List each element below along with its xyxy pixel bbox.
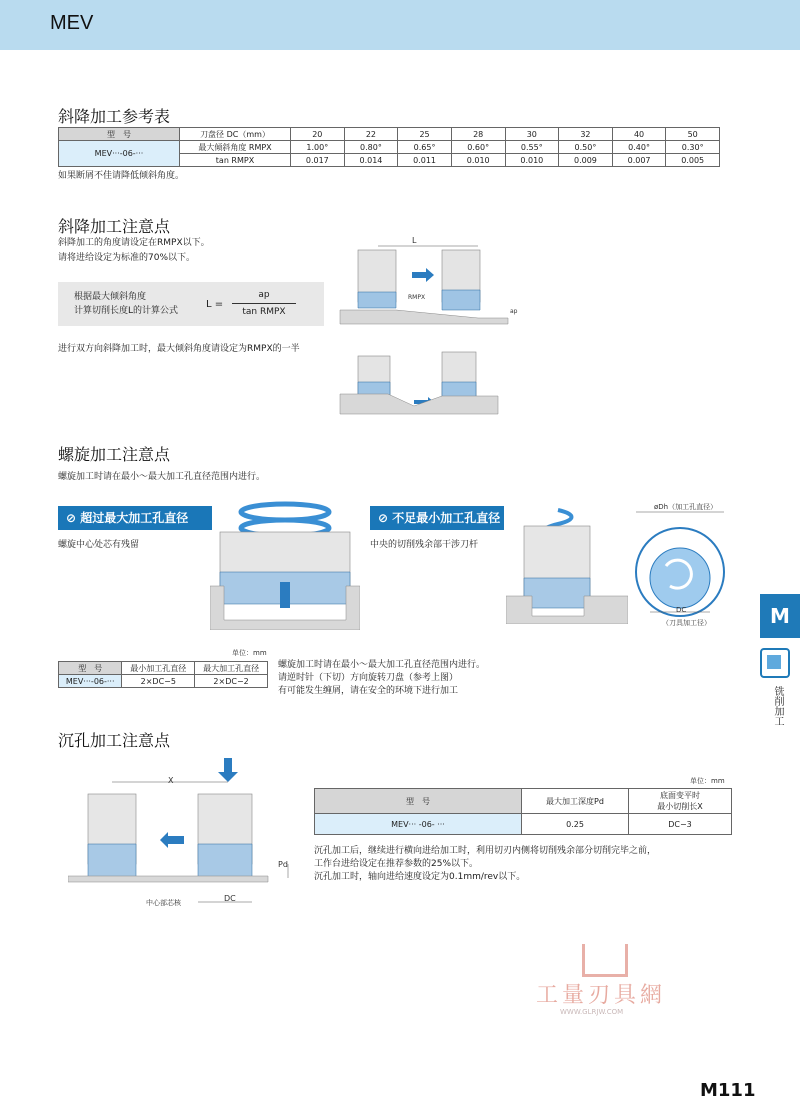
- value-cell: 0.30°: [666, 141, 720, 154]
- col-model: 型 号: [59, 662, 122, 675]
- col-len: [629, 789, 732, 814]
- value-cell: 2×DC−5: [122, 675, 195, 688]
- col-len-line1: 底面变平时: [660, 791, 700, 800]
- helical-note: 有可能发生缠屑，请在安全的环境下进行加工: [278, 686, 459, 696]
- direction-label: 加工方向: [665, 537, 693, 545]
- model-cell: MEV··· -06- ···: [315, 814, 522, 835]
- counterbore-table: [314, 788, 732, 835]
- warn-under-min-desc: 中央的切削残余部干涉刀杆: [370, 540, 479, 550]
- dc-sublabel: （刀具加工径）: [662, 619, 711, 627]
- watermark-text: 工量刃具網: [536, 983, 667, 1008]
- dia-cell: 25: [398, 128, 452, 141]
- watermark-logo-icon: [582, 944, 628, 977]
- label-rmpx: RMPX: [408, 294, 426, 301]
- formula-denominator: tan RMPX: [242, 307, 286, 317]
- formula-label: 根据最大倾斜角度: [74, 292, 147, 302]
- helical-note: 螺旋加工时请在最小～最大加工孔直径范围内进行。: [278, 660, 486, 670]
- ramp-note-line: 斜降加工的角度请设定在RMPX以下。: [58, 238, 210, 248]
- value-cell: 0.005: [666, 154, 720, 167]
- warn-under-min: [370, 506, 504, 530]
- value-cell: 0.60°: [451, 141, 505, 154]
- prohibit-icon: ⊘: [66, 511, 81, 525]
- formula-numerator: ap: [232, 288, 296, 304]
- ramp-note-bidirectional: 进行双方向斜降加工时，最大倾斜角度请设定为RMPX的一半: [58, 344, 300, 354]
- ramp-table: [58, 127, 720, 167]
- label-l: L: [412, 236, 417, 245]
- section-tab-m[interactable]: M: [760, 594, 800, 638]
- value-cell: 0.011: [398, 154, 452, 167]
- page-number: M111: [700, 1080, 756, 1101]
- formula-eq: L =: [206, 299, 224, 310]
- label-x: X: [168, 776, 174, 785]
- value-cell: 0.010: [451, 154, 505, 167]
- col-depth: 最大加工深度Pd: [522, 789, 629, 814]
- value-cell: 0.017: [291, 154, 345, 167]
- value-cell: 1.00°: [291, 141, 345, 154]
- helical-intro: 螺旋加工时请在最小～最大加工孔直径范围内进行。: [58, 472, 266, 482]
- value-cell: 0.25: [522, 814, 629, 835]
- milling-insert-icon: [760, 648, 790, 678]
- value-cell: 0.80°: [344, 141, 398, 154]
- counterbore-note: 工作台进给设定在推荐参数的25%以下。: [314, 859, 479, 869]
- page-title: MEV: [50, 12, 94, 34]
- value-cell: 0.014: [344, 154, 398, 167]
- ramp-notes-title: 斜降加工注意点: [58, 219, 171, 236]
- warn-over-max-desc: 螺旋中心处芯有残留: [58, 540, 140, 550]
- model-cell: MEV···-06-···: [59, 675, 122, 688]
- warn-over-max: [58, 506, 212, 530]
- dh-label: øDh（加工孔直径）: [654, 503, 718, 511]
- value-cell: 0.50°: [559, 141, 613, 154]
- ramp-diagram: [338, 232, 528, 422]
- value-cell: 0.55°: [505, 141, 559, 154]
- counterbore-title: 沉孔加工注意点: [58, 733, 171, 750]
- helical-under-diagram: [506, 504, 628, 624]
- watermark-url: WWW.GLRJW.COM: [560, 1008, 624, 1016]
- helical-note: 请逆时针（下切）方向旋转刀盘（参考上图）: [278, 673, 459, 683]
- formula-label: 计算切削长度L的计算公式: [74, 306, 179, 316]
- dia-cell: 40: [612, 128, 666, 141]
- col-max: 最大加工孔直径: [195, 662, 268, 675]
- value-cell: 0.010: [505, 154, 559, 167]
- label-dc: DC: [224, 894, 236, 903]
- value-cell: DC−3: [629, 814, 732, 835]
- value-cell: 0.009: [559, 154, 613, 167]
- dia-cell: 20: [291, 128, 345, 141]
- counterbore-note: 沉孔加工后，继续进行横向进给加工时，利用切刃内侧将切削残余部分切削完毕之前，: [314, 846, 657, 856]
- unit-label: 单位：mm: [232, 649, 267, 657]
- model-cell: MEV···-06-···: [59, 141, 180, 167]
- col-dc: 刀盘径 DC（mm）: [180, 128, 291, 141]
- col-model: 型 号: [59, 128, 180, 141]
- page-header: [0, 0, 800, 50]
- warn-under-min-label: 不足最小加工孔直径: [392, 511, 501, 525]
- dia-cell: 30: [505, 128, 559, 141]
- col-len-line2: 最小切削长X: [657, 802, 703, 811]
- helical-table: [58, 661, 268, 688]
- ramp-table-note: 如果断屑不佳请降低倾斜角度。: [58, 171, 185, 181]
- col-model: 型 号: [315, 789, 522, 814]
- row-label: tan RMPX: [180, 154, 291, 167]
- dia-cell: 32: [559, 128, 613, 141]
- dia-cell: 50: [666, 128, 720, 141]
- value-cell: 0.65°: [398, 141, 452, 154]
- row-label: 最大倾斜角度 RMPX: [180, 141, 291, 154]
- dc-label: DC: [676, 606, 687, 614]
- helical-title: 螺旋加工注意点: [58, 447, 171, 464]
- helical-over-diagram: [210, 496, 360, 630]
- prohibit-icon: ⊘: [378, 511, 393, 525]
- ramp-note-line: 请将进给设定为标准的70%以下。: [58, 253, 196, 263]
- unit-label: 单位：mm: [690, 777, 725, 785]
- label-core: 中心部芯核: [146, 899, 181, 907]
- value-cell: 0.40°: [612, 141, 666, 154]
- counterbore-diagram: [68, 752, 300, 912]
- warn-over-max-label: 超过最大加工孔直径: [80, 511, 189, 525]
- dia-cell: 28: [451, 128, 505, 141]
- dia-cell: 22: [344, 128, 398, 141]
- value-cell: 0.007: [612, 154, 666, 167]
- counterbore-note: 沉孔加工时，轴向进给速度设定为0.1mm/rev以下。: [314, 872, 526, 882]
- label-ap: ap: [510, 308, 518, 315]
- sidebar-label: 铣削加工: [772, 686, 783, 726]
- ramp-table-title: 斜降加工参考表: [58, 109, 171, 126]
- label-pd: Pd: [278, 860, 288, 869]
- value-cell: 2×DC−2: [195, 675, 268, 688]
- col-min: 最小加工孔直径: [122, 662, 195, 675]
